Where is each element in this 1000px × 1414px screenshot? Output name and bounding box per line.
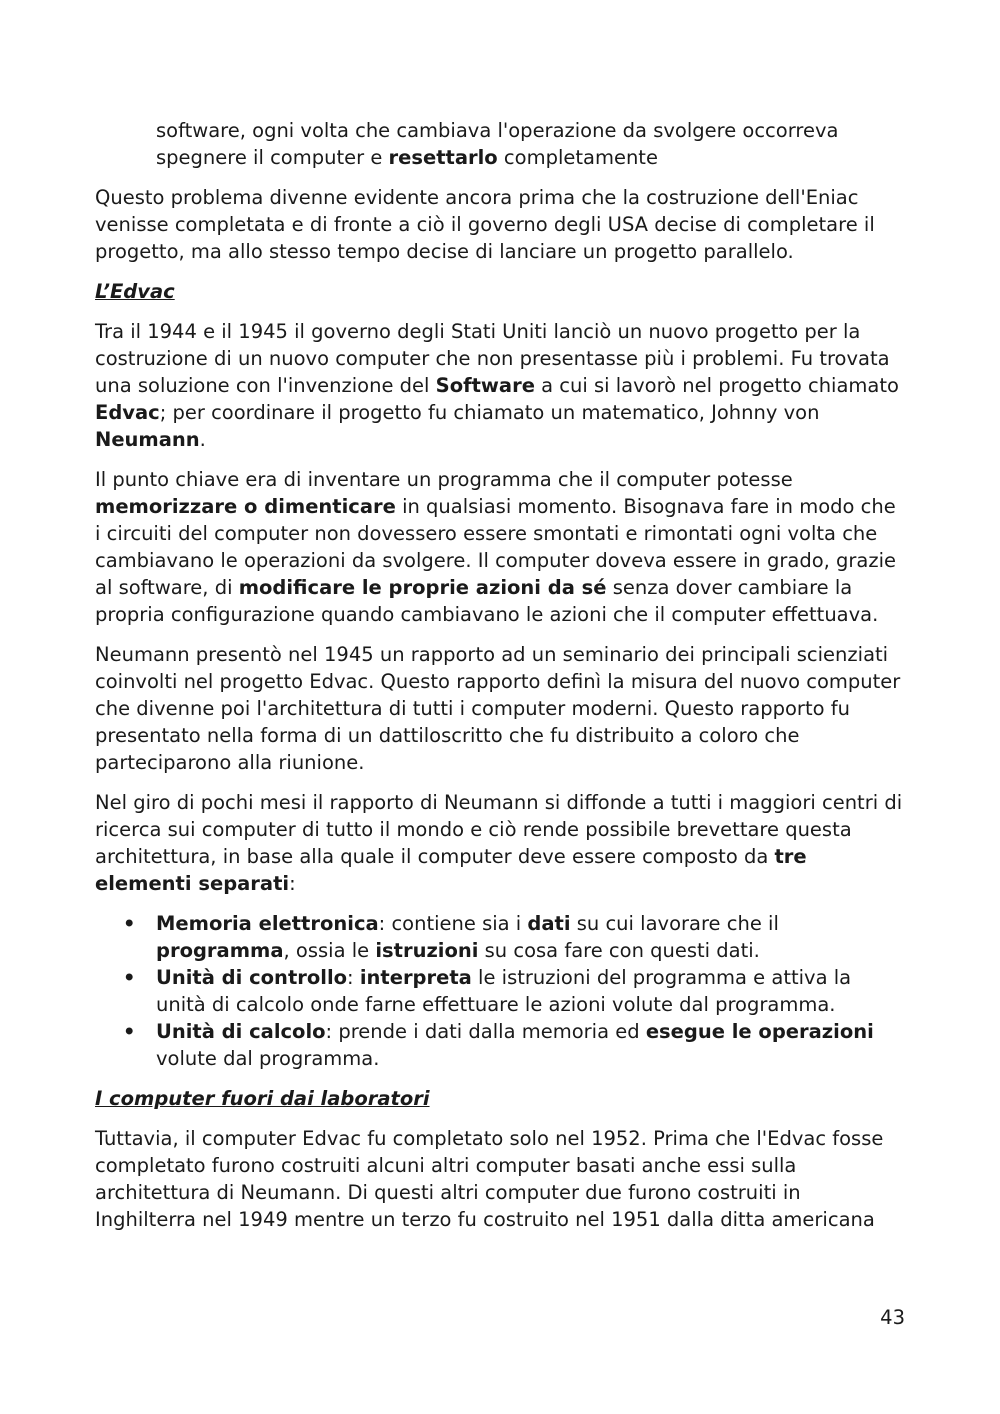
- text-run: : contiene sia i: [378, 912, 528, 935]
- paragraph-key-point: [95, 466, 907, 628]
- text-run: , ossia le: [283, 939, 376, 962]
- text-run: ; per coordinare il progetto fu chiamato un matematico, Johnny von: [159, 401, 820, 424]
- text-run: su cui lavorare che il: [570, 912, 779, 935]
- text-run: completamente: [497, 146, 658, 169]
- heading-edvac: L’Edvac: [95, 280, 175, 303]
- text-run: Tra il 1944 e il 1945 il governo degli Stati Uniti lanciò un nuovo progetto per la costruzione di un nuovo computer che non presentasse più i problemi. Fu trovata una soluzione con l'invenzione del: [95, 320, 890, 397]
- list-item-memory: [95, 910, 907, 964]
- bold-run: Unità di controllo: [156, 966, 348, 989]
- paragraph-edvac: [95, 318, 907, 453]
- paragraph-outside: Tuttavia, il computer Edvac fu completato solo nel 1952. Prima che l'Edvac fosse completato furono costruiti alcuni altri computer basati anche essi sulla architettura di Neumann. Di questi altri computer due furono costruiti in Inghilterra nel 1949 mentre un terzo fu costruito nel 1951 dalla ditta americana: [95, 1127, 884, 1231]
- text-run: :: [347, 966, 360, 989]
- bold-run: memorizzare o dimenticare: [95, 495, 396, 518]
- text-run: su cosa fare con questi dati.: [478, 939, 760, 962]
- text-run: Il punto chiave era di inventare un programma che il computer potesse: [95, 468, 793, 491]
- text-run: Nel giro di pochi mesi il rapporto di Neumann si diffonde a tutti i maggiori centri di ricerca sui computer di tutto il mondo e ciò rende possibile brevettare questa architettura, in base alla quale il computer deve essere composto da: [95, 791, 903, 868]
- text-run: .: [199, 428, 206, 451]
- architecture-list: [95, 910, 907, 1072]
- bold-run: interpreta: [359, 966, 472, 989]
- continuation-paragraph: [95, 117, 907, 171]
- bold-run: resettarlo: [388, 146, 498, 169]
- bold-run: tre elementi separati: [95, 845, 807, 895]
- list-item-calc: [95, 1018, 907, 1072]
- bold-run: Software: [435, 374, 535, 397]
- paragraph-problem: Questo problema divenne evidente ancora prima che la costruzione dell'Eniac venisse completata e di fronte a ciò il governo degli USA decise di completare il progetto, ma allo stesso tempo decise di lanciare un progetto parallelo.: [95, 186, 875, 263]
- paragraph-architecture: [95, 789, 907, 897]
- bold-run: istruzioni: [375, 939, 479, 962]
- list-item-control: [95, 964, 907, 1018]
- page-number: 43: [880, 1306, 905, 1329]
- bold-run: Edvac: [95, 401, 160, 424]
- text-run: : prende i dati dalla memoria ed: [325, 1020, 646, 1043]
- text-run: senza dover cambiare la propria configurazione quando cambiavano le azioni che il computer effettuava.: [95, 576, 879, 626]
- heading-computer-outside-labs: I computer fuori dai laboratori: [95, 1087, 430, 1110]
- text-run: software, ogni volta che cambiava l'operazione da svolgere occorreva spegnere il computer e: [156, 119, 839, 169]
- bold-run: modificare le proprie azioni da sé: [238, 576, 607, 599]
- bold-run: dati: [527, 912, 571, 935]
- bold-run: Memoria elettronica: [156, 912, 379, 935]
- paragraph-report: Neumann presentò nel 1945 un rapporto ad un seminario dei principali scienziati coinvolti nel progetto Edvac. Questo rapporto definì la misura del nuovo computer che divenne poi l'architettura di tutti i computer moderni. Questo rapporto fu presentato nella forma di un dattiloscritto che fu distribuito a coloro che parteciparono alla riunione.: [95, 643, 901, 774]
- bold-run: programma: [156, 939, 284, 962]
- text-run: volute dal programma.: [156, 1047, 380, 1070]
- text-run: le istruzioni del programma e attiva la unità di calcolo onde farne effettuare le azioni volute dal programma.: [156, 966, 852, 1016]
- text-run: in qualsiasi momento. Bisognava fare in modo che i circuiti del computer non dovessero essere smontati e rimontati ogni volta che cambiavano le operazioni da svolgere. Il computer doveva essere in grado, grazie al software, di: [95, 495, 897, 599]
- page-content: [95, 117, 907, 1246]
- bold-run: esegue le operazioni: [645, 1020, 874, 1043]
- bold-run: Unità di calcolo: [156, 1020, 326, 1043]
- bold-run: Neumann: [95, 428, 200, 451]
- text-run: :: [289, 872, 296, 895]
- text-run: a cui si lavorò nel progetto chiamato: [534, 374, 899, 397]
